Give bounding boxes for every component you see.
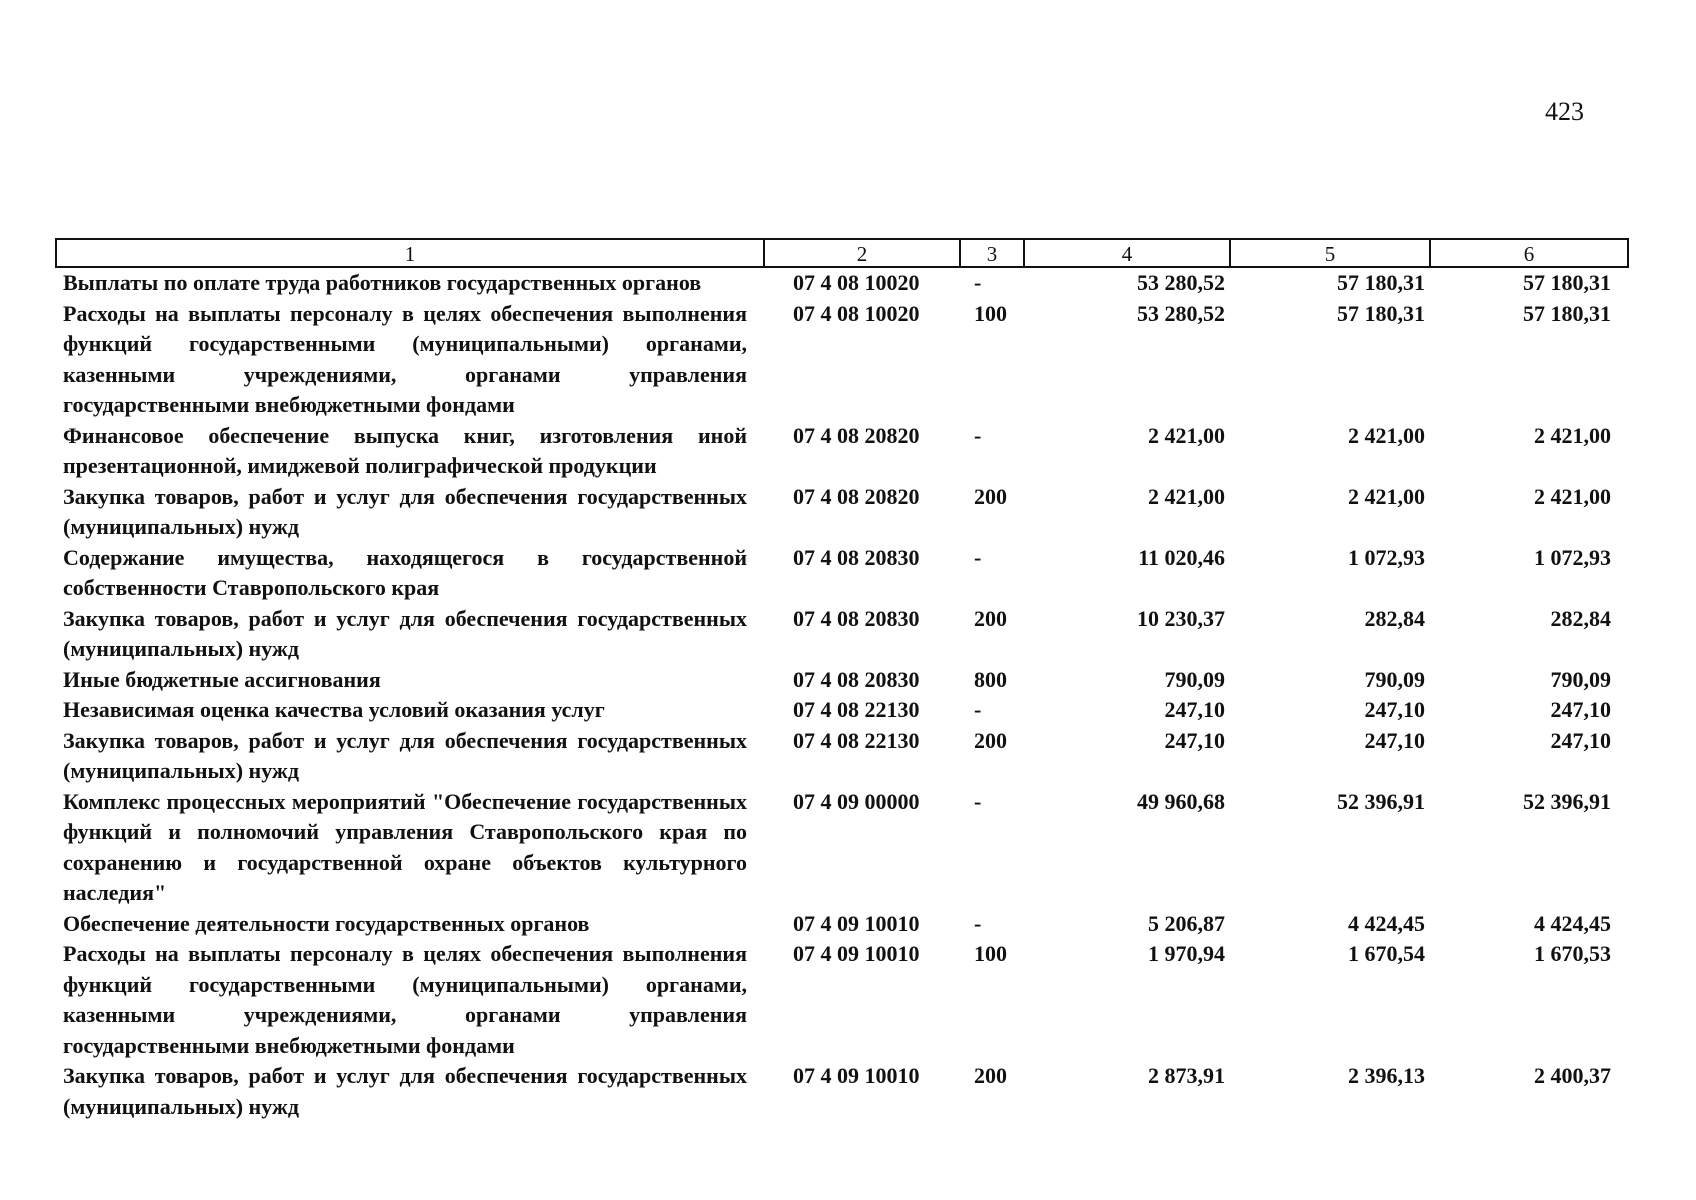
row-value-col5: 2 421,00 <box>1348 422 1425 448</box>
row-name: Комплекс процессных мероприятий "Обеспечение государственных функций и полномочий управления Ставропольского края по сохранению и государственной охране объектов культурного наследия" <box>63 788 747 905</box>
row-value-col6: 1 072,93 <box>1534 544 1611 570</box>
row-expense-type: - <box>974 910 982 936</box>
row-value-col4: 10 230,37 <box>1137 605 1225 631</box>
table-row <box>55 482 1629 543</box>
row-name: Финансовое обеспечение выпуска книг, изготовления иной презентационной, имиджевой полиграфической продукции <box>63 422 747 478</box>
row-value-col6: 247,10 <box>1550 697 1611 722</box>
row-value-col5: 790,09 <box>1364 666 1425 692</box>
row-name: Закупка товаров, работ и услуг для обеспечения государственных (муниципальных) нужд <box>63 1063 747 1119</box>
row-expense-type: - <box>974 788 982 814</box>
row-value-col4: 5 206,87 <box>1148 910 1225 936</box>
row-value-col5: 1 072,93 <box>1348 544 1425 570</box>
row-expense-type: - <box>974 270 982 295</box>
table-row <box>55 695 1629 726</box>
table-row <box>55 543 1629 604</box>
row-code: 07 4 09 10010 <box>793 941 920 966</box>
row-value-col5: 57 180,31 <box>1337 300 1425 326</box>
row-name: Содержание имущества, находящегося в государственной собственности Ставропольского края <box>63 544 747 600</box>
table-row <box>55 604 1629 665</box>
row-value-col5: 247,10 <box>1364 727 1425 753</box>
row-expense-type: 100 <box>974 300 1007 326</box>
row-value-col6: 4 424,45 <box>1534 910 1611 936</box>
header-col-4: 4 <box>1023 240 1229 266</box>
page-number: 423 <box>1545 97 1584 126</box>
row-value-col4: 53 280,52 <box>1137 270 1225 295</box>
row-code: 07 4 08 10020 <box>793 300 920 326</box>
row-value-col6: 247,10 <box>1550 727 1611 753</box>
row-value-col6: 282,84 <box>1550 605 1611 631</box>
row-value-col4: 247,10 <box>1164 727 1225 753</box>
row-value-col6: 2 421,00 <box>1534 422 1611 448</box>
row-name: Расходы на выплаты персоналу в целях обеспечения выполнения функций государственными (муниципальными) органами, казенными учреждениями, органами управления государственными внебюджетными фондами <box>63 300 747 417</box>
row-code: 07 4 08 22130 <box>793 697 920 722</box>
row-name: Закупка товаров, работ и услуг для обеспечения государственных (муниципальных) нужд <box>63 605 747 661</box>
row-value-col6: 2 400,37 <box>1534 1063 1611 1088</box>
row-expense-type: - <box>974 422 982 448</box>
row-name: Обеспечение деятельности государственных органов <box>63 910 590 936</box>
row-value-col5: 2 396,13 <box>1348 1063 1425 1088</box>
row-value-col4: 49 960,68 <box>1137 788 1225 814</box>
row-value-col5: 4 424,45 <box>1348 910 1425 936</box>
row-code: 07 4 08 20830 <box>793 544 920 570</box>
row-value-col4: 11 020,46 <box>1138 544 1225 570</box>
row-value-col5: 57 180,31 <box>1337 270 1425 295</box>
row-name: Расходы на выплаты персоналу в целях обеспечения выполнения функций государственными (муниципальными) органами, казенными учреждениями, органами управления государственными внебюджетными фондами <box>63 941 747 1058</box>
table-row <box>55 939 1629 1061</box>
row-code: 07 4 08 10020 <box>793 270 920 295</box>
row-value-col4: 53 280,52 <box>1137 300 1225 326</box>
row-value-col6: 1 670,53 <box>1534 941 1611 966</box>
row-expense-type: 200 <box>974 727 1007 753</box>
row-code: 07 4 09 10010 <box>793 910 920 936</box>
header-col-6: 6 <box>1429 240 1627 266</box>
row-value-col4: 1 970,94 <box>1148 941 1225 966</box>
row-value-col4: 790,09 <box>1164 666 1225 692</box>
row-value-col4: 247,10 <box>1164 697 1225 722</box>
row-value-col6: 57 180,31 <box>1523 300 1611 326</box>
row-value-col6: 2 421,00 <box>1534 483 1611 509</box>
row-value-col6: 790,09 <box>1550 666 1611 692</box>
row-code: 07 4 08 20820 <box>793 422 920 448</box>
row-value-col5: 282,84 <box>1364 605 1425 631</box>
row-value-col5: 1 670,54 <box>1348 941 1425 966</box>
row-name: Закупка товаров, работ и услуг для обеспечения государственных (муниципальных) нужд <box>63 483 747 539</box>
row-value-col5: 247,10 <box>1364 697 1425 722</box>
row-expense-type: 800 <box>974 666 1007 692</box>
row-value-col6: 52 396,91 <box>1523 788 1611 814</box>
table-header <box>55 238 1629 268</box>
header-col-3: 3 <box>959 240 1023 266</box>
row-expense-type: - <box>974 544 982 570</box>
row-name: Независимая оценка качества условий оказания услуг <box>63 697 605 722</box>
row-name: Иные бюджетные ассигнования <box>63 666 381 692</box>
header-col-1: 1 <box>404 242 416 266</box>
row-value-col4: 2 873,91 <box>1148 1063 1225 1088</box>
table-row <box>55 787 1629 909</box>
row-code: 07 4 09 00000 <box>793 788 920 814</box>
table-row <box>55 665 1629 696</box>
row-code: 07 4 08 20830 <box>793 666 920 692</box>
row-value-col5: 52 396,91 <box>1337 788 1425 814</box>
table-row <box>55 268 1629 299</box>
header-col-2: 2 <box>763 240 959 266</box>
row-code: 07 4 08 20820 <box>793 483 920 509</box>
row-name: Закупка товаров, работ и услуг для обеспечения государственных (муниципальных) нужд <box>63 727 747 783</box>
row-code: 07 4 08 22130 <box>793 727 920 753</box>
row-value-col4: 2 421,00 <box>1148 422 1225 448</box>
row-expense-type: 200 <box>974 1063 1007 1088</box>
table-row <box>55 909 1629 940</box>
row-expense-type: 200 <box>974 605 1007 631</box>
table-row <box>55 726 1629 787</box>
row-expense-type: 200 <box>974 483 1007 509</box>
table-row <box>55 1061 1629 1122</box>
row-code: 07 4 08 20830 <box>793 605 920 631</box>
row-expense-type: 100 <box>974 941 1007 966</box>
row-value-col5: 2 421,00 <box>1348 483 1425 509</box>
table-body <box>55 268 1629 1122</box>
row-name: Выплаты по оплате труда работников государственных органов <box>63 270 702 295</box>
row-value-col4: 2 421,00 <box>1148 483 1225 509</box>
budget-table <box>55 238 1629 1122</box>
row-expense-type: - <box>974 697 982 722</box>
row-code: 07 4 09 10010 <box>793 1063 920 1088</box>
row-value-col6: 57 180,31 <box>1523 270 1611 295</box>
table-row <box>55 299 1629 421</box>
header-col-5: 5 <box>1229 240 1429 266</box>
table-row <box>55 421 1629 482</box>
